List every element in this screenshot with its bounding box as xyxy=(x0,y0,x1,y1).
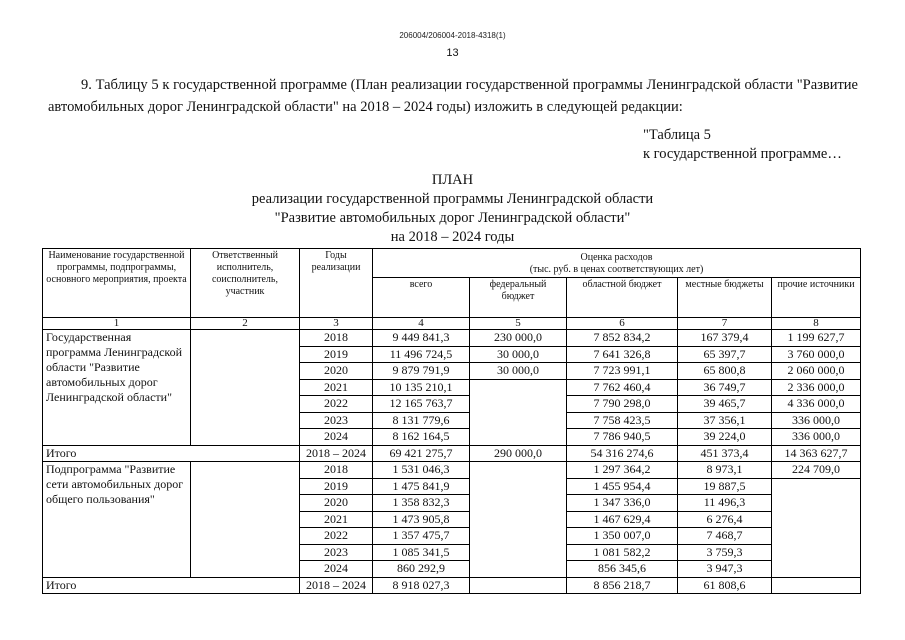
local-cell: 39 224,0 xyxy=(678,429,772,446)
regional-cell: 7 790 298,0 xyxy=(567,396,678,413)
total-cell: 1 531 046,3 xyxy=(373,462,470,479)
column-number: 8 xyxy=(772,318,861,330)
column-number: 7 xyxy=(678,318,772,330)
year-cell: 2024 xyxy=(300,429,373,446)
other-cell: 4 336 000,0 xyxy=(772,396,861,413)
local-cell: 7 468,7 xyxy=(678,528,772,545)
title-line-2: реализации государственной программы Ленинградской области xyxy=(251,191,654,207)
other-cell xyxy=(772,528,861,545)
regional-cell: 1 347 336,0 xyxy=(567,495,678,512)
year-cell: 2024 xyxy=(300,561,373,578)
year-cell: 2018 xyxy=(300,462,373,479)
regional-cell: 1 467 629,4 xyxy=(567,511,678,528)
total-cell: 12 165 763,7 xyxy=(373,396,470,413)
header-estimate-title: Оценка расходов xyxy=(580,252,653,263)
total-federal-cell: 290 000,0 xyxy=(470,445,567,462)
other-cell xyxy=(772,478,861,495)
regional-cell: 1 455 954,4 xyxy=(567,478,678,495)
other-cell xyxy=(772,561,861,578)
year-cell: 2018 xyxy=(300,330,373,347)
regional-cell: 1 350 007,0 xyxy=(567,528,678,545)
local-cell: 36 749,7 xyxy=(678,379,772,396)
year-cell: 2020 xyxy=(300,495,373,512)
federal-cell xyxy=(470,511,567,528)
total-label-cell: Итого xyxy=(43,445,300,462)
other-cell: 336 000,0 xyxy=(772,412,861,429)
federal-cell xyxy=(470,462,567,479)
header-years: Годы реализации xyxy=(300,249,373,318)
total-local-cell: 451 373,4 xyxy=(678,445,772,462)
title-line-4: на 2018 – 2024 годы xyxy=(390,229,515,245)
column-number: 1 xyxy=(43,318,191,330)
table-row xyxy=(43,330,861,347)
caption-line-1: "Таблица 5 xyxy=(643,127,711,143)
total-cell: 11 496 724,5 xyxy=(373,346,470,363)
total-regional-cell: 54 316 274,6 xyxy=(567,445,678,462)
total-regional-cell: 8 856 218,7 xyxy=(567,577,678,594)
total-label-cell: Итого xyxy=(43,577,300,594)
federal-cell: 30 000,0 xyxy=(470,346,567,363)
total-cell: 10 135 210,1 xyxy=(373,379,470,396)
column-number: 2 xyxy=(191,318,300,330)
document-id: 206004/206004-2018-4318(1) xyxy=(399,31,506,40)
year-cell: 2022 xyxy=(300,528,373,545)
local-cell: 11 496,3 xyxy=(678,495,772,512)
total-cell: 1 357 475,7 xyxy=(373,528,470,545)
column-number: 5 xyxy=(470,318,567,330)
federal-cell: 230 000,0 xyxy=(470,330,567,347)
regional-cell: 7 852 834,2 xyxy=(567,330,678,347)
total-cell: 1 358 832,3 xyxy=(373,495,470,512)
header-name: Наименование государственной программы, подпрограммы, основного мероприятия, проекта xyxy=(43,249,191,318)
executor-cell xyxy=(191,330,300,446)
other-cell: 1 199 627,7 xyxy=(772,330,861,347)
regional-cell: 7 786 940,5 xyxy=(567,429,678,446)
local-cell: 19 887,5 xyxy=(678,478,772,495)
other-cell: 3 760 000,0 xyxy=(772,346,861,363)
regional-cell: 1 297 364,2 xyxy=(567,462,678,479)
column-number-row xyxy=(43,318,861,330)
plan-table xyxy=(42,248,861,594)
column-number: 4 xyxy=(373,318,470,330)
title-line-1: ПЛАН xyxy=(431,172,474,188)
federal-cell xyxy=(470,544,567,561)
total-federal-cell xyxy=(470,577,567,594)
federal-cell xyxy=(470,396,567,413)
total-total-cell: 8 918 027,3 xyxy=(373,577,470,594)
federal-cell xyxy=(470,561,567,578)
program-name-cell: Подпрограмма "Развитие сети автомобильных дорог общего пользования" xyxy=(43,462,191,578)
executor-cell xyxy=(191,462,300,578)
plan-title xyxy=(0,171,905,247)
local-cell: 8 973,1 xyxy=(678,462,772,479)
other-cell xyxy=(772,495,861,512)
other-cell xyxy=(772,544,861,561)
other-cell: 2 060 000,0 xyxy=(772,363,861,380)
local-cell: 167 379,4 xyxy=(678,330,772,347)
federal-cell xyxy=(470,429,567,446)
total-cell: 1 473 905,8 xyxy=(373,511,470,528)
regional-cell: 7 762 460,4 xyxy=(567,379,678,396)
year-cell: 2020 xyxy=(300,363,373,380)
total-cell: 1 475 841,9 xyxy=(373,478,470,495)
header-other: прочие источники xyxy=(772,278,861,318)
program-name-cell: Государственная программа Ленинградской области "Развитие автомобильных дорог Ленинградской области" xyxy=(43,330,191,446)
local-cell: 3 759,3 xyxy=(678,544,772,561)
header-estimate xyxy=(373,249,861,278)
total-other-cell: 14 363 627,7 xyxy=(772,445,861,462)
total-cell: 9 879 791,9 xyxy=(373,363,470,380)
header-regional: областной бюджет xyxy=(567,278,678,318)
year-cell: 2019 xyxy=(300,346,373,363)
total-cell: 8 131 779,6 xyxy=(373,412,470,429)
total-row xyxy=(43,577,861,594)
intro-paragraph: 9. Таблицу 5 к государственной программе (План реализации государственной программы Ленинградской области "Развитие автомобильных дорог Ленинградской области" на 2018 – 2024 годы) изложить в следующей редакции: xyxy=(48,77,858,115)
table-caption xyxy=(643,126,842,164)
title-line-3: "Развитие автомобильных дорог Ленинградской области" xyxy=(274,210,631,226)
header-estimate-subtitle: (тыс. руб. в ценах соответствующих лет) xyxy=(529,264,704,275)
federal-cell xyxy=(470,412,567,429)
total-cell: 9 449 841,3 xyxy=(373,330,470,347)
local-cell: 65 800,8 xyxy=(678,363,772,380)
local-cell: 65 397,7 xyxy=(678,346,772,363)
year-cell: 2019 xyxy=(300,478,373,495)
regional-cell: 1 081 582,2 xyxy=(567,544,678,561)
local-cell: 39 465,7 xyxy=(678,396,772,413)
local-cell: 37 356,1 xyxy=(678,412,772,429)
total-year-cell: 2018 – 2024 xyxy=(300,577,373,594)
total-cell: 1 085 341,5 xyxy=(373,544,470,561)
total-other-cell xyxy=(772,577,861,594)
header-local: местные бюджеты xyxy=(678,278,772,318)
total-total-cell: 69 421 275,7 xyxy=(373,445,470,462)
total-local-cell: 61 808,6 xyxy=(678,577,772,594)
regional-cell: 7 723 991,1 xyxy=(567,363,678,380)
federal-cell xyxy=(470,478,567,495)
year-cell: 2021 xyxy=(300,379,373,396)
year-cell: 2021 xyxy=(300,511,373,528)
year-cell: 2023 xyxy=(300,544,373,561)
federal-cell xyxy=(470,528,567,545)
other-cell: 224 709,0 xyxy=(772,462,861,479)
year-cell: 2023 xyxy=(300,412,373,429)
table-row xyxy=(43,462,861,479)
year-cell: 2022 xyxy=(300,396,373,413)
other-cell xyxy=(772,511,861,528)
total-year-cell: 2018 – 2024 xyxy=(300,445,373,462)
header-executor: Ответственный исполнитель, соисполнитель, участник xyxy=(191,249,300,318)
caption-line-2: к государственной программе… xyxy=(643,146,842,162)
local-cell: 3 947,3 xyxy=(678,561,772,578)
total-row xyxy=(43,445,861,462)
other-cell: 2 336 000,0 xyxy=(772,379,861,396)
column-number: 6 xyxy=(567,318,678,330)
federal-cell: 30 000,0 xyxy=(470,363,567,380)
regional-cell: 856 345,6 xyxy=(567,561,678,578)
regional-cell: 7 758 423,5 xyxy=(567,412,678,429)
regional-cell: 7 641 326,8 xyxy=(567,346,678,363)
other-cell: 336 000,0 xyxy=(772,429,861,446)
local-cell: 6 276,4 xyxy=(678,511,772,528)
federal-cell xyxy=(470,495,567,512)
header-total: всего xyxy=(373,278,470,318)
column-number: 3 xyxy=(300,318,373,330)
total-cell: 8 162 164,5 xyxy=(373,429,470,446)
federal-cell xyxy=(470,379,567,396)
header-federal: федеральный бюджет xyxy=(470,278,567,318)
total-cell: 860 292,9 xyxy=(373,561,470,578)
page-number: 13 xyxy=(446,47,459,59)
